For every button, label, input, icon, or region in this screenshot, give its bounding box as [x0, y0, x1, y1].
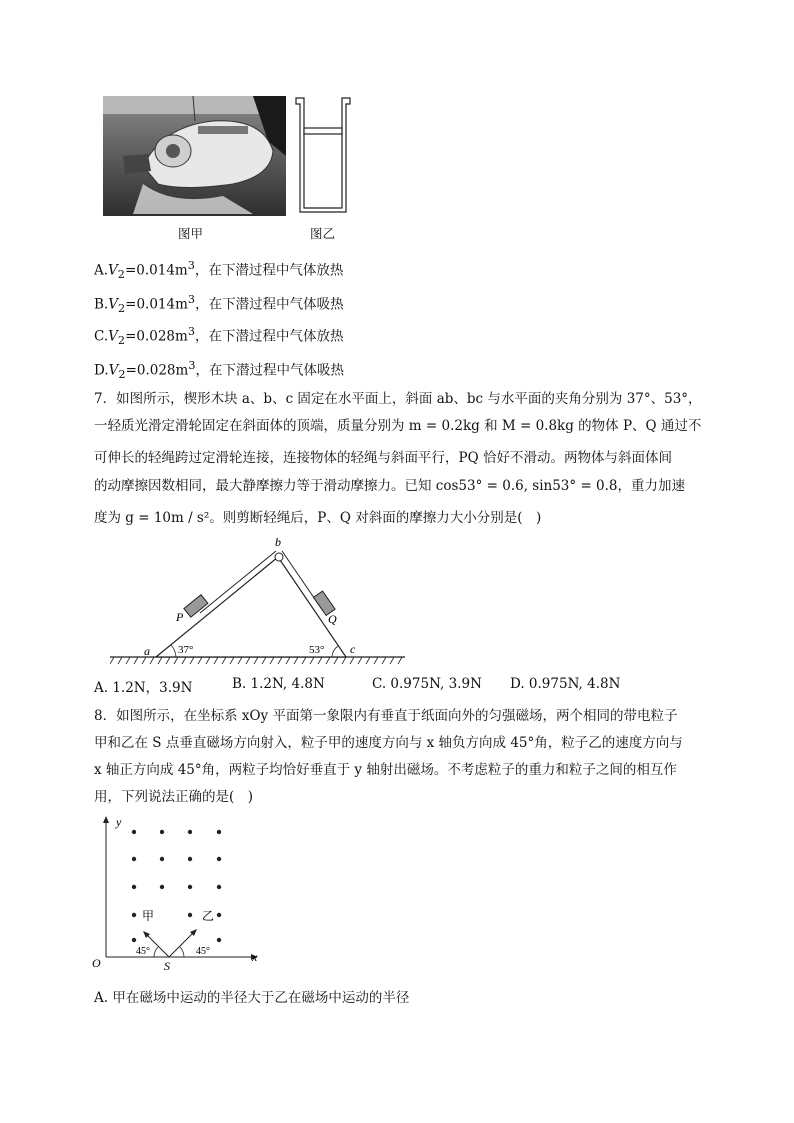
axis-x-label: x: [252, 950, 258, 964]
cylinder-caption: 图乙: [310, 226, 336, 241]
photo-caption: 图甲: [178, 226, 204, 241]
q7-line-2: 一轻质光滑定滑轮固定在斜面体的顶端，质量分别为 m = 0.2kg 和 M = 0.8kg 的物体 P、Q 通过不: [94, 418, 702, 434]
q7-option-b: B. 1.2N, 4.8N: [232, 676, 325, 692]
q7-option-a: A. 1.2N，3.9N: [94, 680, 193, 696]
label-c: c: [350, 642, 356, 656]
submersible-photo: [103, 96, 286, 216]
origin-label: O: [92, 956, 101, 970]
q7-line-1: 7．如图所示，楔形木块 a、b、c 固定在水平面上，斜面 ab、bc 与水平面的夹角分别为 37°、53°，: [94, 391, 702, 407]
label-Q: Q: [328, 612, 337, 626]
q6-option-d: $D.V_2=0.028m^3$，在下潜过程中气体吸热: [94, 359, 344, 382]
wedge-diagram: [110, 535, 410, 667]
angle-53: 53°: [309, 644, 325, 656]
magnetic-field-diagram: [92, 812, 267, 977]
q6-option-a: $A.V_2=0.014m^3$，在下潜过程中气体放热: [94, 259, 344, 282]
q7-option-c: C. 0.975N, 3.9N: [372, 676, 482, 692]
label-b: b: [275, 535, 281, 549]
cylinder-diagram: [294, 96, 354, 218]
label-a: a: [144, 644, 150, 658]
angle-37: 37°: [178, 644, 194, 656]
q7-line-3: 可伸长的轻绳跨过定滑轮连接，连接物体的轻绳与斜面平行，PQ 恰好不滑动。两物体与斜面体间: [94, 450, 672, 466]
point-S-label: S: [164, 959, 170, 973]
q8-line-1: 8．如图所示，在坐标系 xOy 平面第一象限内有垂直于纸面向外的匀强磁场，两个相同的带电粒子: [94, 708, 678, 724]
label-yi: 乙: [202, 909, 215, 923]
axis-y-label: y: [116, 815, 122, 829]
q7-line-5: 度为 g = 10m / s²。则剪断轻绳后，P、Q 对斜面的摩擦力大小分别是( ): [94, 510, 542, 526]
q6-option-b: $B.V_2=0.014m^3$，在下潜过程中气体吸热: [94, 293, 344, 316]
angle-right-45: 45°: [196, 946, 210, 957]
q6-option-c: $C.V_2=0.028m^3$，在下潜过程中气体放热: [94, 325, 344, 348]
q7-line-4: 的动摩擦因数相同，最大静摩擦力等于滑动摩擦力。已知 cos53° = 0.6, sin53° = 0.8，重力加速: [94, 478, 686, 494]
label-jia: 甲: [142, 909, 155, 923]
angle-left-45: 45°: [136, 946, 150, 957]
label-P: P: [176, 610, 184, 624]
q7-option-d: D. 0.975N, 4.8N: [510, 676, 621, 692]
q8-line-4: 用，下列说法正确的是( ): [94, 789, 254, 805]
q8-option-a: A. 甲在磁场中运动的半径大于乙在磁场中运动的半径: [94, 990, 410, 1006]
q8-line-3: x 轴正方向成 45°角，两粒子均恰好垂直于 y 轴射出磁场。不考虑粒子的重力和粒子之间的相互作: [94, 762, 677, 778]
q8-line-2: 甲和乙在 S 点垂直磁场方向射入，粒子甲的速度方向与 x 轴负方向成 45°角，粒子乙的速度方向与: [94, 735, 683, 751]
